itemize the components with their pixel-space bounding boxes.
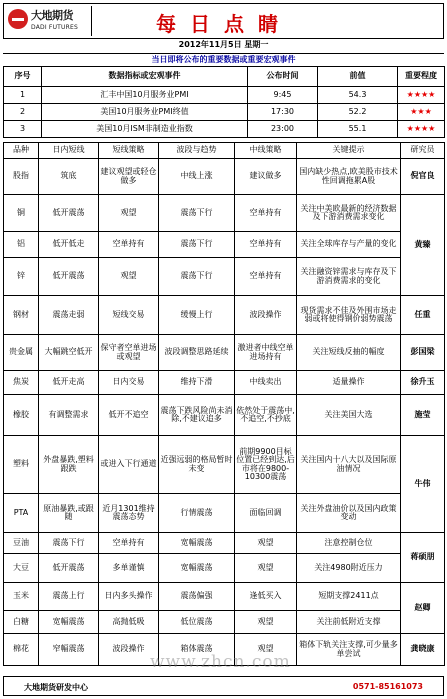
mid-term-strategy: 空单持有 bbox=[235, 195, 297, 232]
swing-trend: 缓慢上行 bbox=[159, 296, 235, 335]
events-header-row bbox=[4, 67, 445, 87]
swing-trend: 箱体震荡 bbox=[159, 634, 235, 666]
event-row bbox=[4, 87, 445, 104]
report-header bbox=[3, 3, 444, 39]
commodity-name: 豆油 bbox=[4, 533, 39, 554]
intraday-view: 宽幅震荡 bbox=[39, 611, 99, 634]
table-row bbox=[4, 159, 445, 195]
commodity-name: 股指 bbox=[4, 159, 39, 195]
event-previous-value: 55.1 bbox=[318, 121, 398, 138]
commodity-name: 塑料 bbox=[4, 436, 39, 494]
importance-stars: ★★★★ bbox=[398, 87, 445, 104]
table-row bbox=[4, 195, 445, 232]
mid-term-strategy: 建议做多 bbox=[235, 159, 297, 195]
analyst-name: 任重 bbox=[401, 296, 445, 335]
logo-chinese-name: 大地期货 bbox=[31, 9, 73, 22]
mid-term-strategy: 中线卖出 bbox=[235, 371, 297, 395]
intraday-view: 有调整需求 bbox=[39, 395, 99, 436]
short-term-strategy: 空单持有 bbox=[99, 232, 159, 258]
commodity-name: 棉花 bbox=[4, 634, 39, 666]
commodity-name: 焦炭 bbox=[4, 371, 39, 395]
footer-phone: 0571-85161073 bbox=[352, 682, 423, 691]
intraday-view: 低开震荡 bbox=[39, 554, 99, 583]
mid-term-strategy: 波段操作 bbox=[235, 296, 297, 335]
commodity-name: 贵金属 bbox=[4, 335, 39, 371]
short-term-strategy: 观望 bbox=[99, 258, 159, 296]
events-col-header: 重要程度 bbox=[398, 67, 445, 87]
analyst-name: 彭国梁 bbox=[401, 335, 445, 371]
event-time: 23:00 bbox=[248, 121, 318, 138]
report-title: 每日点睛 bbox=[156, 12, 292, 36]
footer-company: 大地期货研发中心 bbox=[24, 683, 88, 692]
key-note: 适量操作 bbox=[297, 371, 401, 395]
key-note: 注意控制仓位 bbox=[297, 533, 401, 554]
table-row bbox=[4, 436, 445, 494]
strategy-table bbox=[3, 142, 445, 666]
strategy-col-header: 波段与趋势 bbox=[159, 143, 235, 159]
analyst-name: 黄臻 bbox=[401, 195, 445, 296]
event-row bbox=[4, 121, 445, 138]
strategy-header-row bbox=[4, 143, 445, 159]
key-note: 关注短线反抽的幅度 bbox=[297, 335, 401, 371]
short-term-strategy: 或进入下行通道 bbox=[99, 436, 159, 494]
swing-trend: 波段调整思路延续 bbox=[159, 335, 235, 371]
event-previous-value: 52.2 bbox=[318, 104, 398, 121]
key-note: 关注全球库存与产量的变化 bbox=[297, 232, 401, 258]
key-note: 关注前低附近支撑 bbox=[297, 611, 401, 634]
table-row bbox=[4, 296, 445, 335]
commodity-name: 钢材 bbox=[4, 296, 39, 335]
commodity-name: 铝 bbox=[4, 232, 39, 258]
importance-stars: ★★★ bbox=[398, 104, 445, 121]
table-row bbox=[4, 258, 445, 296]
short-term-strategy: 观望 bbox=[99, 195, 159, 232]
table-row bbox=[4, 335, 445, 371]
key-note: 关注国内十八大以及国际原油情况 bbox=[297, 436, 401, 494]
event-name: 汇丰中国10月服务业PMI bbox=[42, 87, 248, 104]
table-row bbox=[4, 611, 445, 634]
strategy-col-header: 关键提示 bbox=[297, 143, 401, 159]
table-row bbox=[4, 395, 445, 436]
mid-term-strategy: 观望 bbox=[235, 634, 297, 666]
strategy-col-header: 中线策略 bbox=[235, 143, 297, 159]
mid-term-strategy: 空单持有 bbox=[235, 258, 297, 296]
short-term-strategy: 波段操作 bbox=[99, 634, 159, 666]
event-previous-value: 54.3 bbox=[318, 87, 398, 104]
intraday-view: 大幅跳空低开 bbox=[39, 335, 99, 371]
swing-trend: 宽幅震荡 bbox=[159, 533, 235, 554]
key-note: 箱体下轨关注支撑,可少量多单尝试 bbox=[297, 634, 401, 666]
table-row bbox=[4, 554, 445, 583]
company-logo bbox=[6, 6, 92, 36]
importance-stars: ★★★★ bbox=[398, 121, 445, 138]
intraday-view: 震荡走弱 bbox=[39, 296, 99, 335]
short-term-strategy: 保守者空单进场或观望 bbox=[99, 335, 159, 371]
short-term-strategy: 多单谨慎 bbox=[99, 554, 159, 583]
swing-trend: 近强远弱的格局暂时未变 bbox=[159, 436, 235, 494]
commodity-name: 大豆 bbox=[4, 554, 39, 583]
analyst-name: 徐升玉 bbox=[401, 371, 445, 395]
table-row bbox=[4, 232, 445, 258]
analyst-name: 施莹 bbox=[401, 395, 445, 436]
short-term-strategy: 空单持有 bbox=[99, 533, 159, 554]
short-term-strategy: 日内多头操作 bbox=[99, 583, 159, 611]
events-subtitle: 当日即将公布的重要数据或重要宏观事件 bbox=[3, 53, 444, 66]
key-note: 关注融资锌需求与库存及下游消费需求的变化 bbox=[297, 258, 401, 296]
commodity-name: PTA bbox=[4, 494, 39, 533]
commodity-name: 玉米 bbox=[4, 583, 39, 611]
commodity-name: 橡胶 bbox=[4, 395, 39, 436]
key-note: 关注美国大选 bbox=[297, 395, 401, 436]
event-row bbox=[4, 104, 445, 121]
swing-trend: 震荡偏强 bbox=[159, 583, 235, 611]
event-time: 9:45 bbox=[248, 87, 318, 104]
intraday-view: 窄幅震荡 bbox=[39, 634, 99, 666]
mid-term-strategy: 前期9900目标位置已经到达,后市将在9800-10300震荡 bbox=[235, 436, 297, 494]
analyst-name: 牛伟 bbox=[401, 436, 445, 533]
event-number: 1 bbox=[4, 87, 42, 104]
short-term-strategy: 日内交易 bbox=[99, 371, 159, 395]
event-name: 美国10月服务业PMI终值 bbox=[42, 104, 248, 121]
strategy-col-header: 短线策略 bbox=[99, 143, 159, 159]
short-term-strategy: 短线交易 bbox=[99, 296, 159, 335]
event-number: 2 bbox=[4, 104, 42, 121]
swing-trend: 宽幅震荡 bbox=[159, 554, 235, 583]
table-row bbox=[4, 371, 445, 395]
analyst-name: 赵卿 bbox=[401, 583, 445, 634]
mid-term-strategy: 观望 bbox=[235, 611, 297, 634]
report-date: 2012年11月5日 星期一 bbox=[178, 40, 269, 49]
swing-trend: 中线上涨 bbox=[159, 159, 235, 195]
table-row bbox=[4, 494, 445, 533]
intraday-view: 低开震荡 bbox=[39, 195, 99, 232]
key-note: 关注中美欧最新的经济数据及下游消费需求变化 bbox=[297, 195, 401, 232]
report-footer bbox=[3, 676, 444, 696]
commodity-name: 白糖 bbox=[4, 611, 39, 634]
analyst-name: 倪官良 bbox=[401, 159, 445, 195]
analyst-name: 蒋硕朋 bbox=[401, 533, 445, 583]
mid-term-strategy: 观望 bbox=[235, 533, 297, 554]
swing-trend: 低位震荡 bbox=[159, 611, 235, 634]
commodity-name: 铜 bbox=[4, 195, 39, 232]
strategy-col-header: 日内短线 bbox=[39, 143, 99, 159]
key-note: 短期支撑2411点 bbox=[297, 583, 401, 611]
intraday-view: 震荡上行 bbox=[39, 583, 99, 611]
swing-trend: 震荡下跌风险尚未消除,不建议追多 bbox=[159, 395, 235, 436]
mid-term-strategy: 激进者中线空单进场持有 bbox=[235, 335, 297, 371]
intraday-view: 低开震荡 bbox=[39, 258, 99, 296]
event-name: 美国10月ISM非制造业指数 bbox=[42, 121, 248, 138]
events-col-header: 公布时间 bbox=[248, 67, 318, 87]
swing-trend: 行情震荡 bbox=[159, 494, 235, 533]
short-term-strategy: 近月1301维持震荡态势 bbox=[99, 494, 159, 533]
intraday-view: 原油暴跌,或跟随 bbox=[39, 494, 99, 533]
mid-term-strategy: 依然处于震荡中,不追空,不抄底 bbox=[235, 395, 297, 436]
event-number: 3 bbox=[4, 121, 42, 138]
swing-trend: 震荡下行 bbox=[159, 258, 235, 296]
intraday-view: 低开走高 bbox=[39, 371, 99, 395]
intraday-view: 外盘暴跌,塑料跟跌 bbox=[39, 436, 99, 494]
strategy-col-header: 品种 bbox=[4, 143, 39, 159]
table-row bbox=[4, 583, 445, 611]
mid-term-strategy: 面临回调 bbox=[235, 494, 297, 533]
key-note: 关注外盘油价以及国内政策变动 bbox=[297, 494, 401, 533]
strategy-col-header: 研究员 bbox=[401, 143, 445, 159]
swing-trend: 震荡下行 bbox=[159, 195, 235, 232]
swing-trend: 维持下滑 bbox=[159, 371, 235, 395]
short-term-strategy: 建议观望或轻仓做多 bbox=[99, 159, 159, 195]
logo-mark-icon bbox=[8, 9, 28, 29]
short-term-strategy: 低开不追空 bbox=[99, 395, 159, 436]
key-note: 国内缺少热点,欧美股市技术性回调拖累A股 bbox=[297, 159, 401, 195]
short-term-strategy: 高抛低吸 bbox=[99, 611, 159, 634]
events-col-header: 前值 bbox=[318, 67, 398, 87]
key-note: 关注4980附近压力 bbox=[297, 554, 401, 583]
watermark-text: www.zhcn.com bbox=[150, 652, 291, 672]
mid-term-strategy: 空单持有 bbox=[235, 232, 297, 258]
mid-term-strategy: 逢低买入 bbox=[235, 583, 297, 611]
macro-events-table bbox=[3, 66, 445, 138]
swing-trend: 震荡下行 bbox=[159, 232, 235, 258]
events-col-header: 数据指标或宏观事件 bbox=[42, 67, 248, 87]
mid-term-strategy: 观望 bbox=[235, 554, 297, 583]
events-col-header: 序号 bbox=[4, 67, 42, 87]
event-time: 17:30 bbox=[248, 104, 318, 121]
key-note: 现货需求不佳及外围市场走弱或将使得钢价弱势震荡 bbox=[297, 296, 401, 335]
intraday-view: 低开低走 bbox=[39, 232, 99, 258]
logo-english-name: DADI FUTURES bbox=[31, 24, 78, 31]
table-row bbox=[4, 533, 445, 554]
intraday-view: 筑底 bbox=[39, 159, 99, 195]
commodity-name: 锌 bbox=[4, 258, 39, 296]
intraday-view: 震荡下行 bbox=[39, 533, 99, 554]
analyst-name: 龚晓康 bbox=[401, 634, 445, 666]
